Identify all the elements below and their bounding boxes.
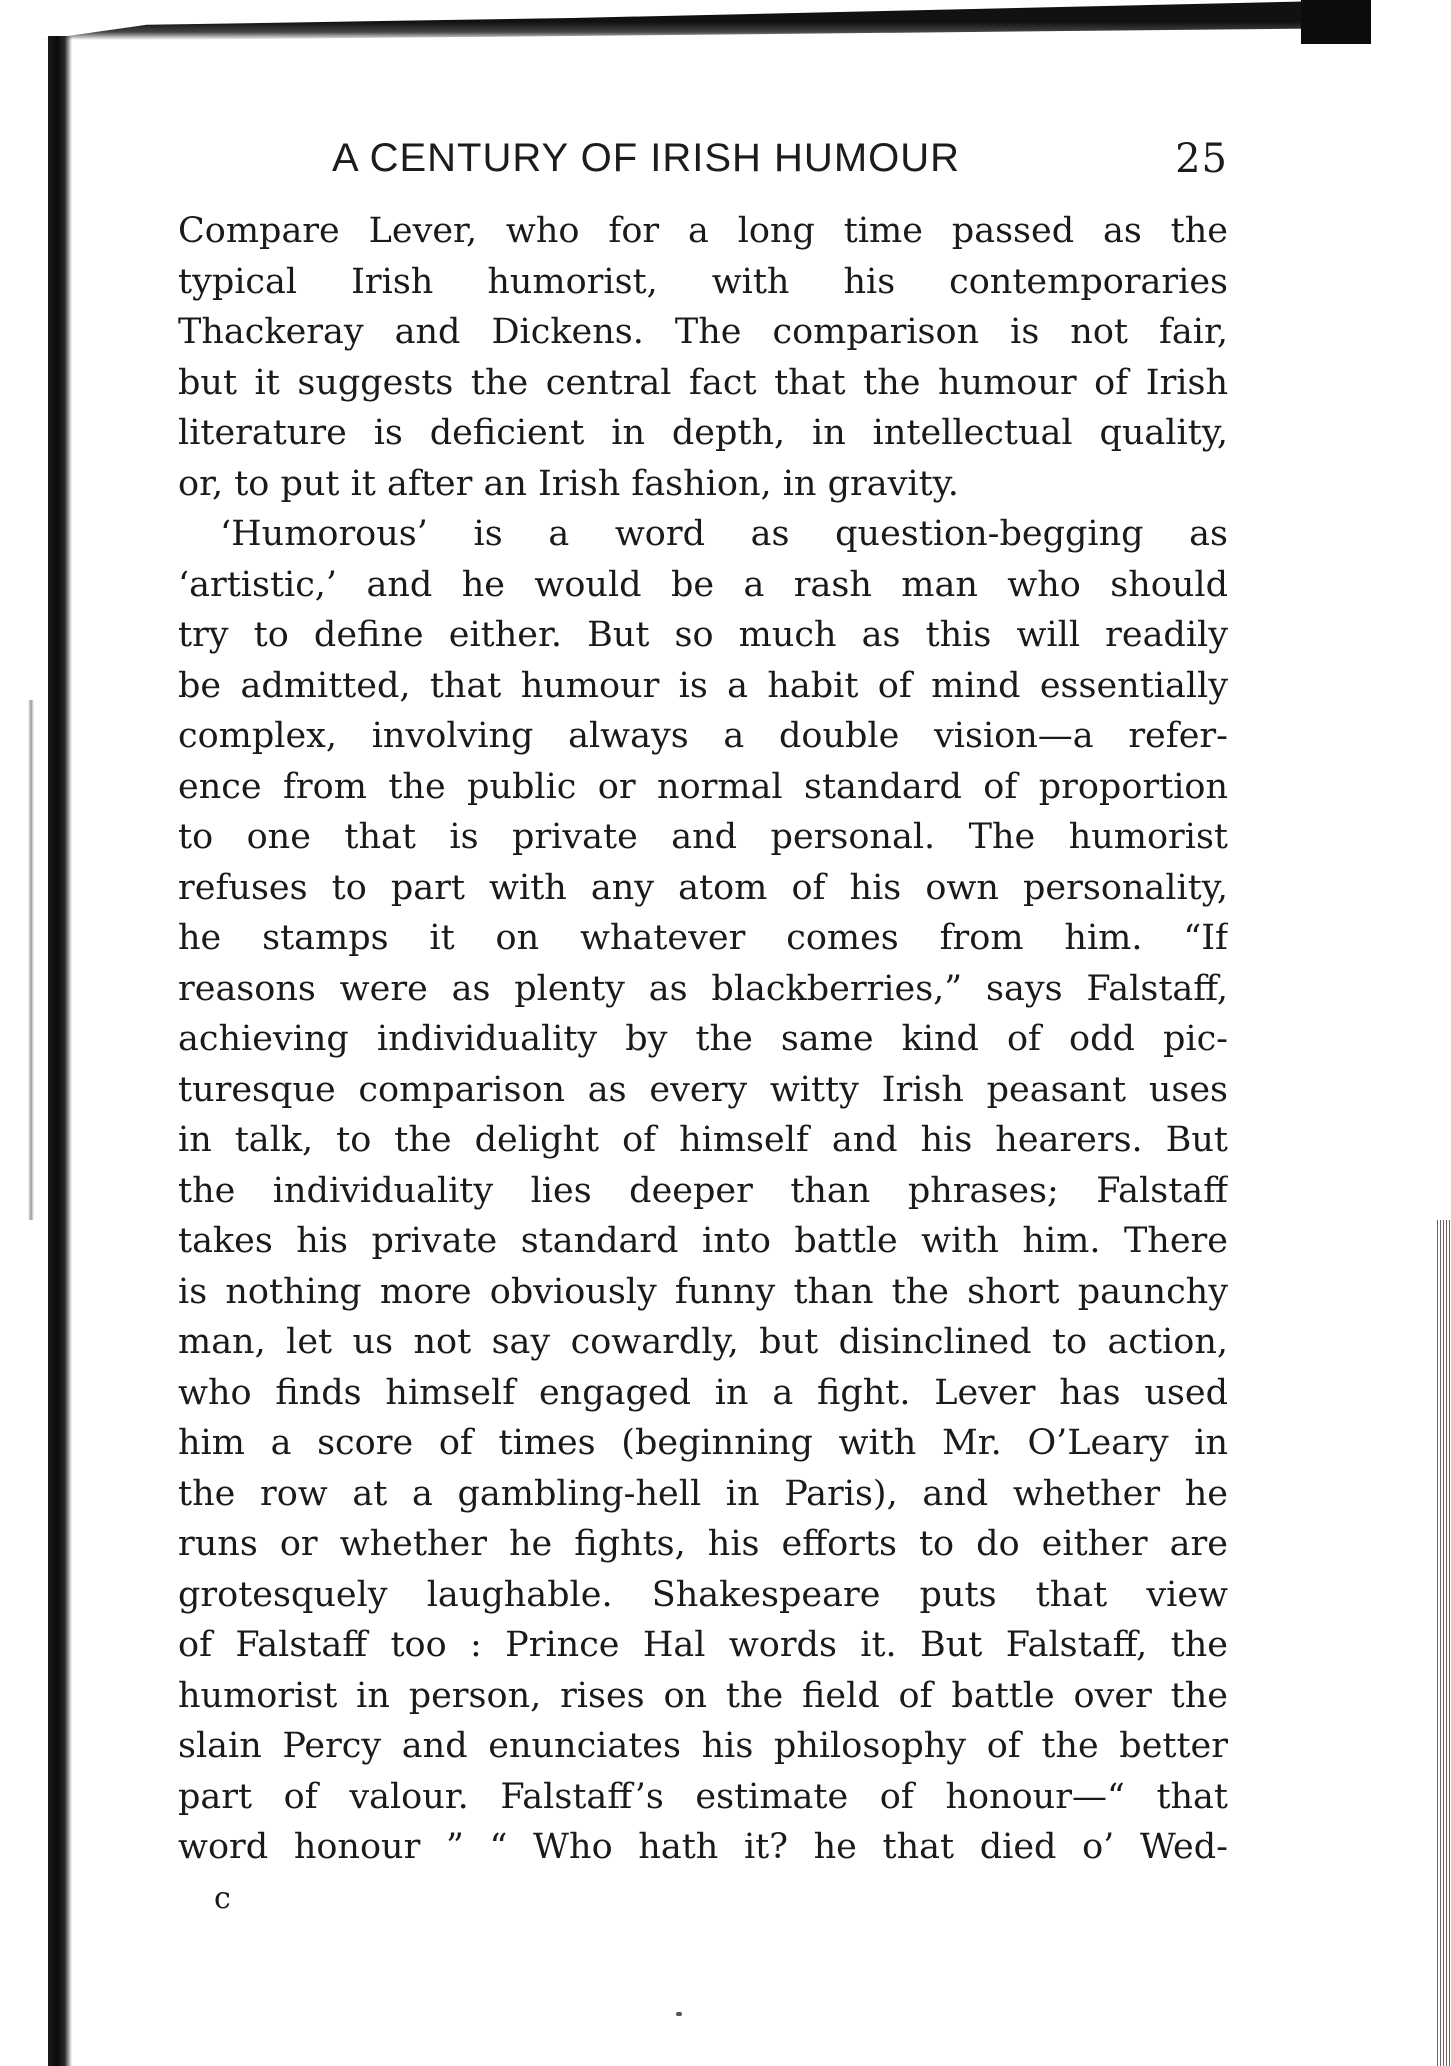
text-line: of Falstaff too : Prince Hal words it. But Falstaff, the: [178, 1625, 1228, 1665]
scan-right-page-edges: [1437, 1220, 1451, 2066]
page-number: 25: [1175, 136, 1228, 182]
signature-mark: c: [214, 1880, 231, 1916]
text-line: runs or whether he fights, his efforts to do either are: [178, 1524, 1228, 1564]
text-line: ‘Humorous’ is a word as question-begging as: [220, 514, 1228, 554]
scan-spine-shadow: [28, 700, 34, 1220]
text-line: word honour ” “ Who hath it? he that died o’ Wed-: [178, 1827, 1228, 1867]
running-head: [178, 132, 1228, 192]
text-line: achieving individuality by the same kind of odd pic-: [178, 1019, 1228, 1059]
scan-top-corner: [1301, 0, 1371, 44]
text-line: reasons were as plenty as blackberries,” says Falstaff,: [178, 968, 1228, 1009]
body-text: [178, 206, 1228, 1873]
text-line: grotesquely laughable. Shakespeare puts that view: [178, 1574, 1228, 1615]
text-line: but it suggests the central fact that the humour of Irish: [178, 362, 1228, 403]
text-line: who finds himself engaged in a fight. Lever has used: [178, 1372, 1228, 1413]
text-line: complex, involving always a double vision—a refer-: [178, 716, 1228, 756]
text-line: he stamps it on whatever comes from him. “If: [178, 918, 1228, 958]
text-line: him a score of times (beginning with Mr. O’Leary in: [178, 1423, 1228, 1463]
text-line: is nothing more obviously funny than the short paunchy: [178, 1271, 1228, 1312]
text-line: humorist in person, rises on the field of battle over the: [178, 1675, 1228, 1716]
scan-speck: [676, 2012, 682, 2016]
text-line: the individuality lies deeper than phrases; Falstaff: [178, 1170, 1228, 1211]
text-line: part of valour. Falstaff’s estimate of honour—“ that: [178, 1776, 1228, 1817]
text-line: ‘artistic,’ and he would be a rash man who should: [178, 564, 1228, 605]
text-line: to one that is private and personal. The humorist: [178, 817, 1228, 857]
scan-top-edge: [40, 0, 1370, 40]
running-title: A CENTURY OF IRISH HUMOUR: [332, 136, 961, 180]
text-line: typical Irish humorist, with his contemporaries: [178, 261, 1228, 302]
text-line: refuses to part with any atom of his own personality,: [178, 867, 1228, 908]
text-line: takes his private standard into battle with him. There: [178, 1221, 1228, 1261]
text-line: or, to put it after an Irish fashion, in gravity.: [178, 463, 959, 504]
text-line: Thackeray and Dickens. The comparison is not fair,: [178, 312, 1228, 352]
text-line: ence from the public or normal standard of proportion: [178, 766, 1228, 807]
text-line: in talk, to the delight of himself and his hearers. But: [178, 1120, 1228, 1160]
text-line: literature is deficient in depth, in intellectual quality,: [178, 413, 1228, 453]
text-line: try to define either. But so much as this will readily: [178, 615, 1228, 655]
book-page: [178, 132, 1228, 1921]
text-line: the row at a gambling-hell in Paris), and whether he: [178, 1473, 1228, 1514]
text-line: be admitted, that humour is a habit of mind essentially: [178, 665, 1228, 706]
text-line: Compare Lever, who for a long time passed as the: [178, 211, 1228, 251]
text-line: turesque comparison as every witty Irish peasant uses: [178, 1069, 1228, 1110]
text-line: slain Percy and enunciates his philosophy of the better: [178, 1726, 1228, 1766]
scan-book-spine-edge: [48, 36, 72, 2066]
text-line: man, let us not say cowardly, but disinclined to action,: [178, 1322, 1228, 1362]
